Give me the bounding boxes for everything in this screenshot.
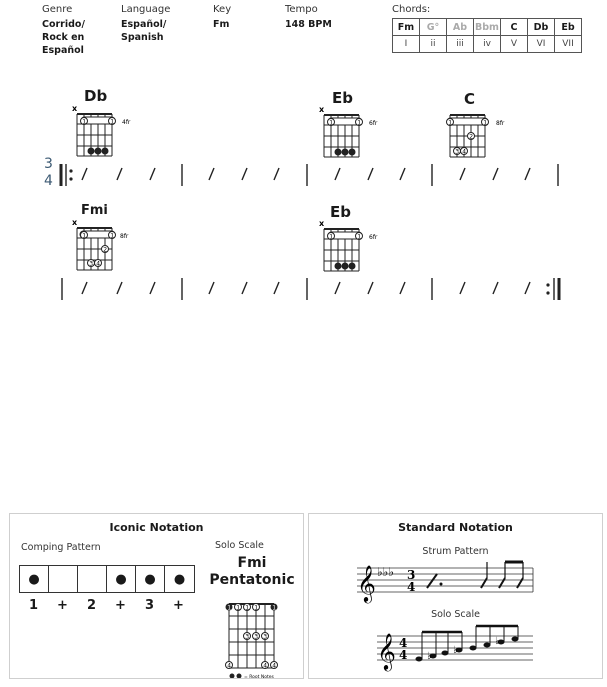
strum-staff (357, 560, 537, 604)
chord-name-fmi: Fmi (81, 203, 108, 218)
chord-cell: G° (420, 19, 447, 36)
genre-label: Genre (42, 4, 73, 15)
svg-text:1: 1 (82, 118, 87, 126)
chord-name-db: Db (84, 87, 108, 105)
chords-label: Chords: (392, 4, 431, 15)
fret-label: 8fr (120, 233, 129, 240)
svg-text:4: 4 (407, 580, 416, 594)
svg-text:3: 3 (89, 260, 94, 268)
tempo-label: Tempo (285, 4, 318, 15)
svg-text:3: 3 (263, 633, 268, 641)
chord-name-c: C (464, 90, 476, 108)
svg-text:2: 2 (469, 133, 474, 141)
count-item: + (173, 598, 184, 613)
tempo-value: 148 BPM (285, 19, 332, 30)
strum-pattern-label: Strum Pattern (422, 546, 489, 557)
svg-text:1: 1 (357, 119, 362, 127)
numeral-cell: ii (420, 36, 447, 53)
count-item: 1 (28, 598, 39, 613)
svg-text:3: 3 (254, 633, 259, 641)
svg-text:1: 1 (110, 118, 115, 126)
svg-text:2: 2 (103, 246, 108, 254)
svg-text:1: 1 (329, 233, 334, 241)
numeral-cell: I (393, 36, 420, 53)
count-item: 2 (86, 598, 97, 613)
chord-diagram-fmi (70, 218, 140, 274)
svg-text:1: 1 (357, 233, 362, 241)
svg-text:4: 4 (227, 662, 232, 670)
svg-text:3: 3 (407, 568, 416, 582)
comping-label: Comping Pattern (21, 542, 101, 553)
svg-text:4: 4 (399, 648, 408, 662)
chord-name-eb: Eb (332, 89, 353, 107)
iconic-notation-panel (9, 513, 304, 679)
chord-cell: Eb (555, 19, 582, 36)
solo-scale-label: Solo Scale (215, 540, 264, 551)
language-block (121, 4, 181, 44)
chord-diagram-db (70, 104, 140, 160)
svg-text:1: 1 (254, 604, 259, 612)
staff-row-2 (58, 274, 568, 306)
chord-cell: Fm (393, 19, 420, 36)
tempo-block (285, 4, 365, 31)
fret-label: 8fr (496, 120, 505, 127)
numeral-cell: V (501, 36, 528, 53)
chord-diagram-eb (317, 105, 387, 161)
comp-cell (49, 566, 78, 592)
standard-title: Standard Notation (398, 521, 513, 534)
svg-text:1: 1 (448, 119, 453, 127)
svg-text:4: 4 (272, 662, 277, 670)
standard-notation-panel (308, 513, 603, 679)
key-value: Fm (213, 19, 230, 30)
comping-pattern (19, 565, 195, 593)
svg-text:4: 4 (96, 260, 101, 268)
count-item: + (57, 598, 68, 613)
svg-text:4: 4 (399, 636, 408, 650)
svg-text:♭: ♭ (427, 651, 432, 662)
genre-block (42, 4, 102, 57)
svg-text:1: 1 (272, 604, 277, 612)
solo-scale-label-std: Solo Scale (431, 609, 480, 620)
comp-cell: ● (173, 571, 186, 587)
genre-value: Corrido/ Rock en Español (42, 19, 85, 56)
scale-name: Fmi (237, 555, 267, 571)
scale-diagram (222, 596, 292, 678)
key-label: Key (213, 4, 232, 15)
svg-text:1: 1 (110, 232, 115, 240)
svg-text:x: x (72, 104, 78, 113)
comp-cell: ● (20, 566, 49, 592)
svg-text:3: 3 (455, 148, 460, 156)
svg-text:4: 4 (263, 662, 268, 670)
treble-clef-icon: 𝄞 (377, 632, 396, 670)
count-row (19, 598, 193, 613)
svg-text:♭: ♭ (453, 645, 458, 656)
time-sig-bottom: 4 (44, 173, 53, 189)
chords-block (392, 4, 430, 18)
numeral-cell: VI (528, 36, 555, 53)
chord-cell: Ab (447, 19, 474, 36)
language-value: Español/ Spanish (121, 19, 167, 43)
fret-label: 6fr (369, 234, 378, 241)
chord-diagram-c (446, 105, 516, 161)
staff-row-1 (58, 160, 568, 192)
scale-name-block (207, 555, 297, 589)
numeral-cell: VII (555, 36, 582, 53)
svg-text:3: 3 (245, 633, 250, 641)
chords-table (392, 18, 582, 53)
comp-cell (78, 566, 107, 592)
chord-diagram-eb-2 (317, 219, 387, 275)
scale-type: Pentatonic (209, 572, 295, 588)
chord-cell: Db (528, 19, 555, 36)
svg-text:1: 1 (329, 119, 334, 127)
iconic-title: Iconic Notation (109, 521, 204, 534)
count-item: + (115, 598, 126, 613)
svg-text:4: 4 (462, 148, 467, 156)
time-signature (44, 156, 53, 190)
svg-text:1: 1 (245, 604, 250, 612)
svg-text:x: x (319, 105, 325, 114)
chord-name-eb-2: Eb (330, 203, 351, 221)
fret-label: 6fr (369, 120, 378, 127)
comp-cell: ● (136, 566, 165, 592)
svg-text:1: 1 (236, 604, 241, 612)
chord-cell: Bbm (474, 19, 501, 36)
language-label: Language (121, 4, 171, 15)
fret-label: 4fr (122, 119, 131, 126)
svg-text:x: x (319, 219, 325, 228)
time-sig-top: 3 (44, 156, 53, 172)
svg-text:x: x (72, 218, 78, 227)
svg-text:1: 1 (82, 232, 87, 240)
count-item: 3 (144, 598, 155, 613)
svg-text:1: 1 (483, 119, 488, 127)
svg-text:♭: ♭ (495, 636, 500, 647)
svg-text:♭♭♭: ♭♭♭ (377, 565, 394, 579)
chord-cell: C (501, 19, 528, 36)
solo-staff (377, 622, 537, 672)
root-notes-legend: = Root Notes (244, 675, 274, 678)
comp-cell: ● (107, 566, 136, 592)
numeral-cell: iii (447, 36, 474, 53)
key-block (213, 4, 273, 31)
treble-clef-icon: 𝄞 (357, 564, 376, 602)
numeral-cell: iv (474, 36, 501, 53)
svg-text:1: 1 (227, 604, 232, 612)
